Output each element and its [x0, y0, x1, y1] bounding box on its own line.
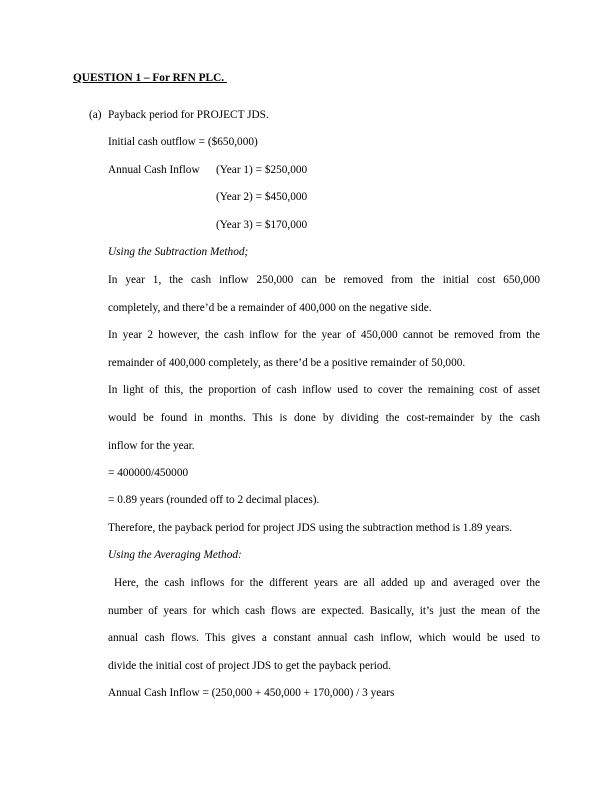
calc-division: = 400000/450000 — [108, 467, 189, 479]
averaging-method-heading: Using the Averaging Method: — [108, 549, 242, 561]
para2-line2: remainder of 400,000 completely, as there’d be a positive remainder of 50,000. — [108, 357, 466, 369]
annual-inflow-formula: Annual Cash Inflow = (250,000 + 450,000 + 170,000) / 3 years — [108, 687, 395, 699]
para4-line3: annual cash flows. This gives a constant annual cash inflow, which would be used to — [108, 632, 540, 644]
calc-result: = 0.89 years (rounded off to 2 decimal places). — [108, 494, 320, 506]
initial-outflow: Initial cash outflow = ($650,000) — [108, 136, 258, 148]
part-a-label: (a) — [89, 109, 102, 121]
para3-line3: inflow for the year. — [108, 440, 195, 452]
para4-line2: number of years for which cash flows are expected. Basically, it’s just the mean of the — [108, 605, 540, 617]
para4-line4: divide the initial cost of project JDS to get the payback period. — [108, 660, 391, 672]
part-a-title: Payback period for PROJECT JDS. — [108, 109, 269, 121]
year-3-inflow: (Year 3) = $170,000 — [216, 219, 308, 231]
year-1-inflow: (Year 1) = $250,000 — [216, 164, 308, 176]
subtraction-method-heading: Using the Subtraction Method; — [108, 246, 249, 258]
subtraction-conclusion: Therefore, the payback period for project JDS using the subtraction method is 1.89 years. — [108, 522, 513, 534]
para1-line2: completely, and there’d be a remainder of 400,000 on the negative side. — [108, 302, 432, 314]
para3-line2: would be found in months. This is done by dividing the cost-remainder by the cash — [108, 412, 540, 424]
para3-line1: In light of this, the proportion of cash inflow used to cover the remaining cost of asset — [108, 384, 540, 396]
para1-line1: In year 1, the cash inflow 250,000 can be removed from the initial cost 650,000 — [108, 274, 540, 286]
question-heading: QUESTION 1 – For RFN PLC. — [73, 72, 227, 84]
para2-line1: In year 2 however, the cash inflow for the year of 450,000 cannot be removed from the — [108, 329, 540, 341]
para4-line1: Here, the cash inflows for the different years are all added up and averaged over the — [108, 577, 540, 589]
annual-inflow-label: Annual Cash Inflow — [108, 164, 200, 176]
year-2-inflow: (Year 2) = $450,000 — [216, 191, 308, 203]
